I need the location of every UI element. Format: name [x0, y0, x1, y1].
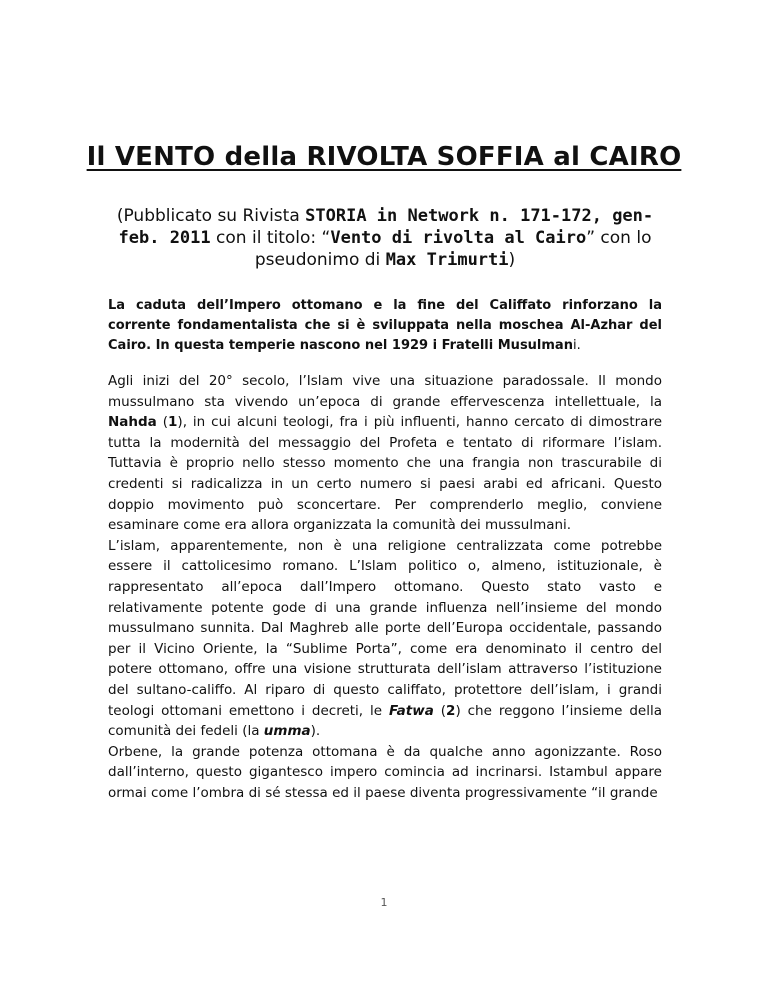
magazine-reference: STORIA in Network n. 171-172, gen-feb. 2011	[118, 206, 654, 248]
publication-note-text: con il titolo: “	[210, 228, 331, 248]
footnote-ref-1: 1	[168, 414, 178, 431]
author-pseudonym: Max Trimurti	[385, 250, 509, 270]
publication-note-text: (Pubblicato su Rivista	[116, 206, 306, 226]
term-umma: umma	[263, 723, 311, 740]
footnote-ref-2: 2	[446, 702, 456, 719]
original-article-title: Vento di rivolta al Cairo	[330, 228, 587, 248]
publication-note-text: ” con lo pseudonimo di	[254, 228, 652, 270]
paragraph-text: Orbene, la grande potenza ottomana è da qualche anno agonizzante. Roso dall’interno, questo gigantesco impero comincia ad incrinarsi. Istambul appare ormai come l’ombra di sé stessa ed il paese diventa progressivamente “il grande	[108, 743, 662, 801]
paragraph-text: ), in cui alcuni teologi, fra i più influenti, hanno cercato di dimostrare tutta la modernità del messaggio del Profeta e tentato di riformare l’islam. Tuttavia è proprio nello stesso momento che una frangia non trascurabile di credenti si radicalizza in un certo numero si paesi arabi ed africani. Questo doppio movimento può sconcertare. Per comprenderlo meglio, conviene esaminare come era allora organizzata la comunità dei mussulmani.	[108, 414, 663, 534]
paragraph-text: L’islam, apparentemente, non è una religione centralizzata come potrebbe essere il cattolicesimo romano. L’Islam politico o, almeno, istituzionale, è rappresentato all’epoca dall’Impero ottomano. Questo stato vasto e relativamente potente gode di una grande influenza nell’insieme del mondo mussulmano sunnita. Dal Maghreb alle porte dell’Europa occidentale, passando per il Vicino Oriente, la “Sublime Porta”, come era denominato il centro del potere ottomano, offre una visione strutturata dell’islam attraverso l’istituzione del sultano-califfo. Al riparo di questo califfato, protettore dell’islam, i grandi teologi ottomani emettono i decreti, le	[108, 537, 662, 719]
paragraph	[108, 371, 662, 536]
document-title: Il VENTO della RIVOLTA SOFFIA al CAIRO	[86, 142, 682, 172]
paragraph	[108, 536, 662, 742]
paragraph-text: (	[156, 414, 169, 431]
term-fatwa: Fatwa	[389, 702, 434, 719]
body-text	[108, 371, 662, 803]
paragraph-text: ) che reggono l’insieme della comunità dei fedeli (la	[108, 702, 662, 740]
paragraph	[108, 742, 662, 804]
publication-note	[108, 205, 662, 271]
page-number: 1	[380, 896, 388, 909]
term-nahda: Nahda	[108, 414, 157, 431]
publication-note-text: )	[508, 250, 516, 270]
abstract-text-end: i.	[572, 338, 581, 353]
paragraph-text: Agli inizi del 20° secolo, l’Islam vive una situazione paradossale. Il mondo mussulmano sta vivendo un’epoca di grande effervescenza intellettuale, la	[108, 373, 662, 410]
abstract	[108, 296, 662, 356]
paragraph-text: ).	[310, 723, 321, 740]
paragraph-text: (	[433, 702, 447, 719]
abstract-text: La caduta dell’Impero ottomano e la fine del Califfato rinforzano la corrente fondamentalista che si è sviluppata nella moschea Al-Azhar del Cairo. In questa temperie nascono nel 1929 i Fratelli Musulman	[108, 298, 662, 353]
